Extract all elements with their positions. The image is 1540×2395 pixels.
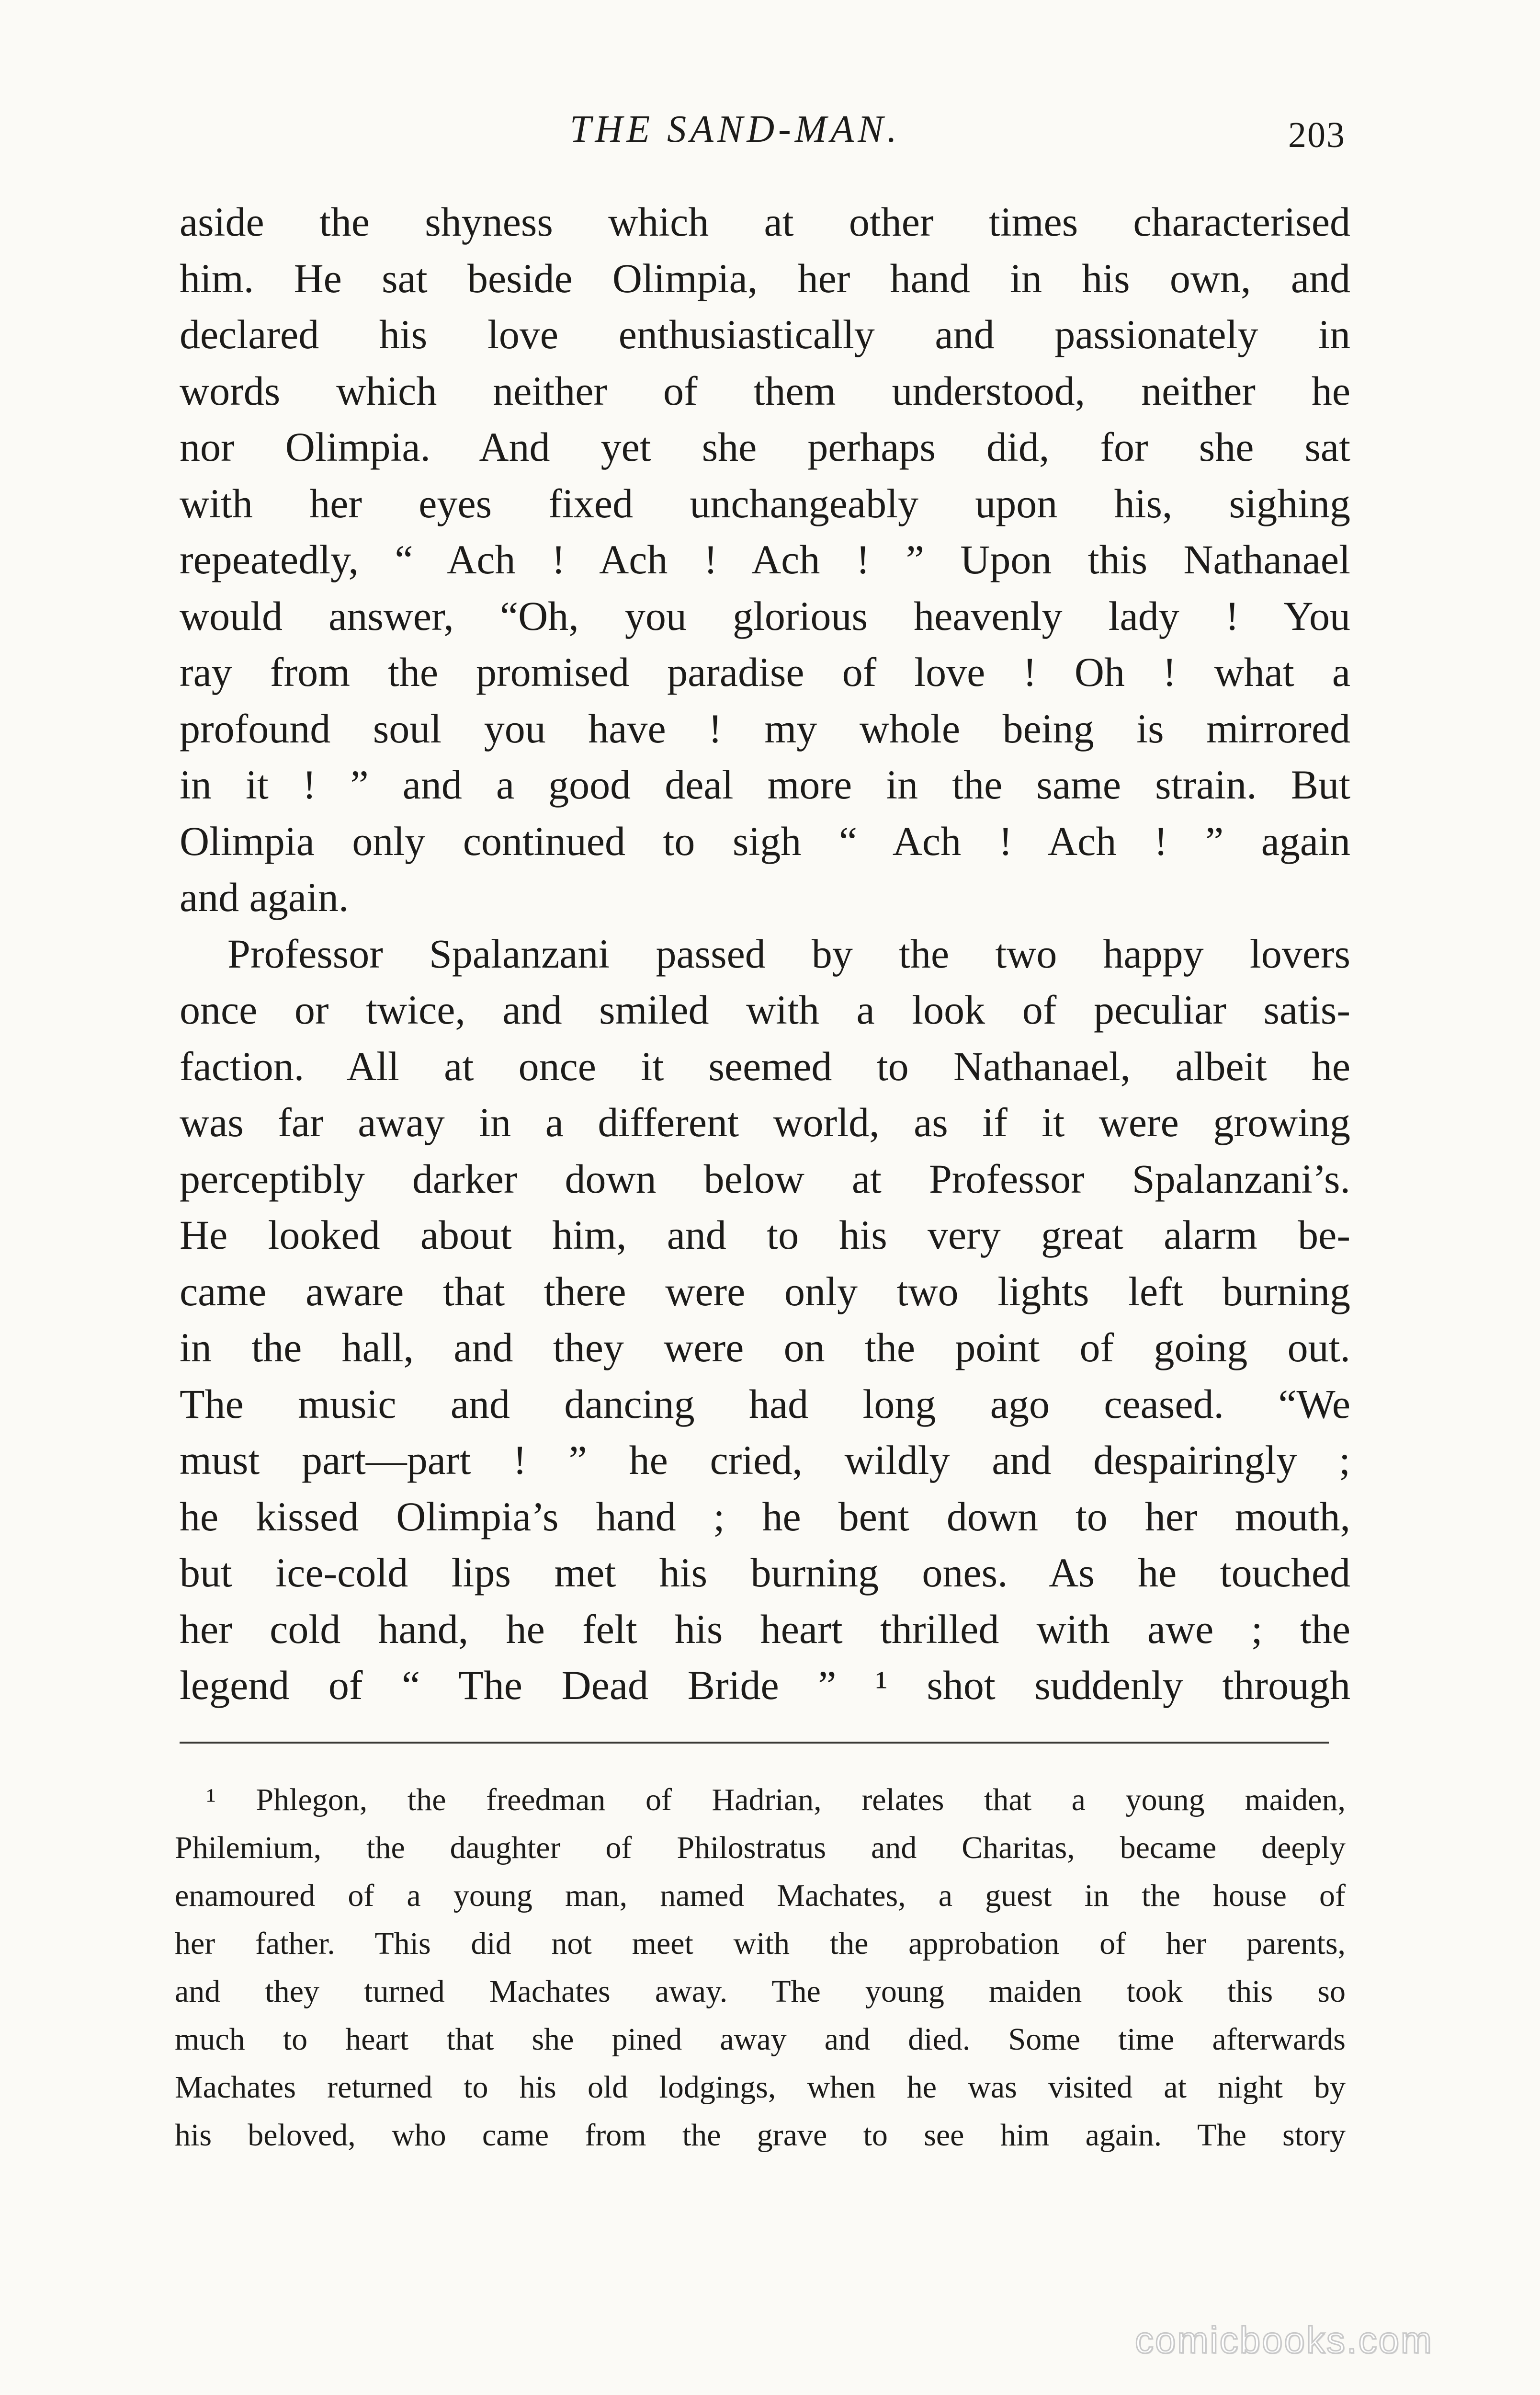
page-number: 203 (1288, 115, 1346, 155)
footnote-line: enamoured of a young man, named Machates, a guest in the house of (175, 1878, 1346, 1913)
body-line: Olimpia only continued to sigh “ Ach ! Ach ! ” again (180, 818, 1350, 864)
body-line: once or twice, and smiled with a look of peculiar satis- (180, 987, 1350, 1033)
body-line: was far away in a different world, as if it were growing (180, 1099, 1350, 1145)
body-line: words which neither of them understood, neither he (180, 367, 1350, 414)
body-line: declared his love enthusiastically and passionately in (180, 311, 1350, 357)
body-line: profound soul you have ! my whole being is mirrored (180, 705, 1350, 752)
footnote-line: ¹ Phlegon, the freedman of Hadrian, relates that a young maiden, (206, 1782, 1346, 1817)
footnote (175, 1776, 1346, 2159)
body-line: came aware that there were only two lights left burning (180, 1268, 1350, 1314)
body-line: legend of “ The Dead Bride ” ¹ shot suddenly through (180, 1662, 1350, 1708)
footnote-line: his beloved, who came from the grave to see him again. The story (175, 2118, 1346, 2153)
body-line: faction. All at once it seemed to Nathanael, albeit he (180, 1043, 1350, 1089)
body-line: must part—part ! ” he cried, wildly and despairingly ; (180, 1437, 1350, 1483)
watermark: comicbooks.com (1135, 2319, 1433, 2361)
body-line: with her eyes fixed unchangeably upon his, sighing (180, 480, 1350, 526)
body-line: The music and dancing had long ago ceased. “We (180, 1380, 1350, 1427)
footnote-line: Philemium, the daughter of Philostratus and Charitas, became deeply (175, 1830, 1346, 1865)
body-line: and again. (180, 874, 349, 920)
body-line: nor Olimpia. And yet she perhaps did, for she sat (180, 424, 1350, 470)
body-text (180, 194, 1350, 1714)
footnote-line: and they turned Machates away. The young maiden took this so (175, 1974, 1346, 2009)
body-line: He looked about him, and to his very great alarm be- (180, 1212, 1350, 1258)
body-line: in it ! ” and a good deal more in the same strain. But (180, 762, 1350, 808)
footnote-divider (180, 1742, 1329, 1744)
body-line: him. He sat beside Olimpia, her hand in his own, and (180, 255, 1350, 301)
body-line: Professor Spalanzani passed by the two happy lovers (227, 930, 1350, 977)
body-line: ray from the promised paradise of love ! Oh ! what a (180, 649, 1350, 695)
footnote-line: her father. This did not meet with the approbation of her parents, (175, 1926, 1346, 1961)
page-header (0, 103, 1540, 160)
footnote-line: Machates returned to his old lodgings, when he was visited at night by (175, 2070, 1346, 2105)
body-line: but ice-cold lips met his burning ones. As he touched (180, 1550, 1350, 1596)
running-title: THE SAND-MAN. (570, 108, 901, 150)
body-line: would answer, “Oh, you glorious heavenly lady ! You (180, 593, 1350, 639)
body-line: her cold hand, he felt his heart thrilled with awe ; the (180, 1606, 1350, 1652)
footnote-line: much to heart that she pined away and died. Some time afterwards (175, 2022, 1346, 2057)
body-line: perceptibly darker down below at Professor Spalanzani’s. (180, 1155, 1350, 1202)
body-line: aside the shyness which at other times characterised (180, 199, 1350, 245)
body-line: repeatedly, “ Ach ! Ach ! Ach ! ” Upon this Nathanael (180, 536, 1350, 582)
body-line: in the hall, and they were on the point of going out. (180, 1324, 1350, 1370)
body-line: he kissed Olimpia’s hand ; he bent down to her mouth, (180, 1493, 1350, 1540)
